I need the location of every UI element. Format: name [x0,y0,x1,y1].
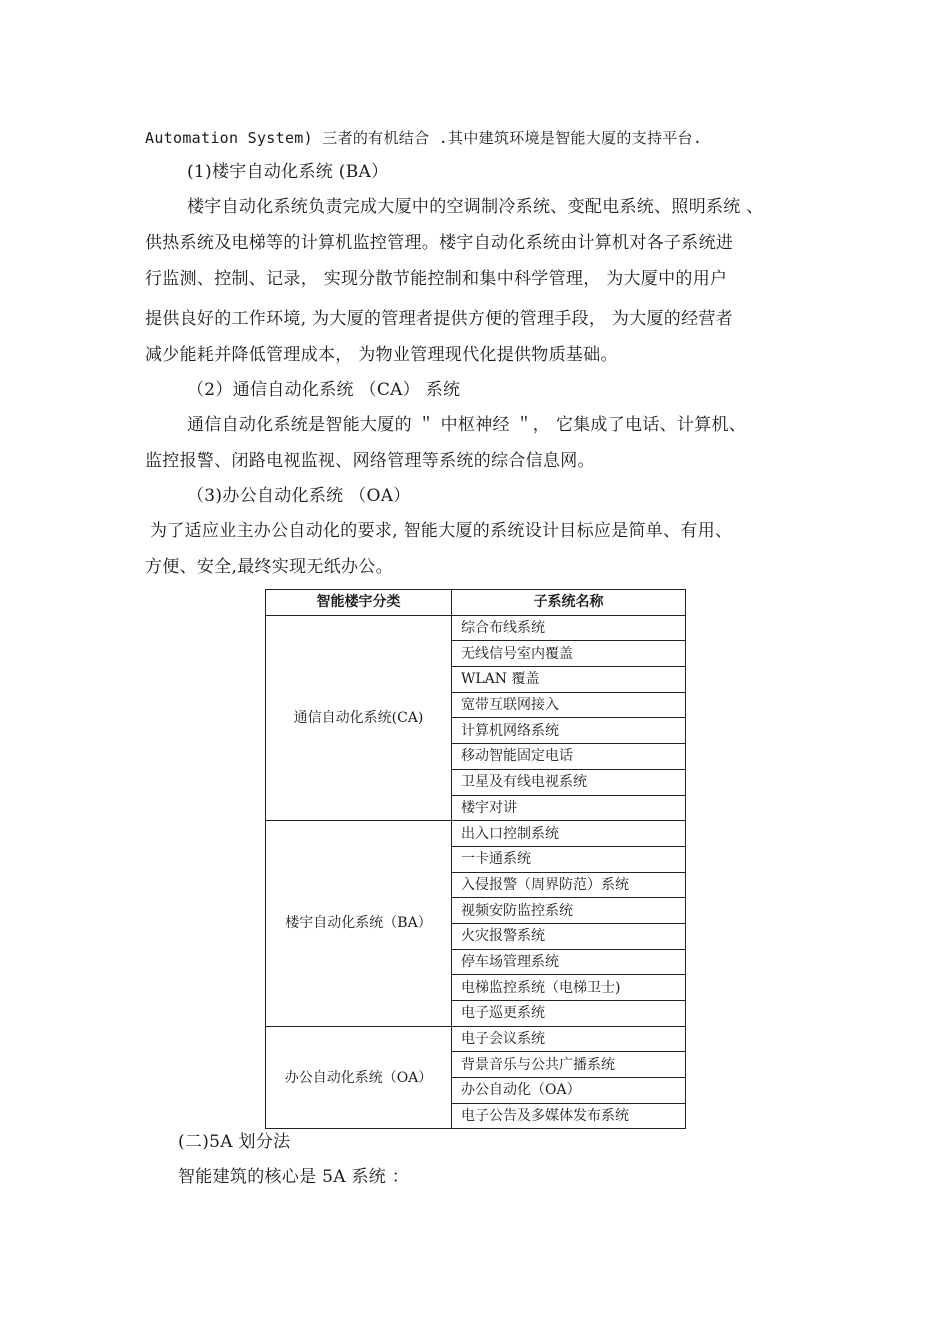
heading-ca: （2）通信自动化系统 （CA） 系统 [187,380,461,400]
subsystem-cell: 楼宇对讲 [452,795,686,821]
subsystem-cell: 计算机网络系统 [452,718,686,744]
ba-text-line-3: 行监测、控制、记录， 实现分散节能控制和集中科学管理， 为大厦中的用户 [145,269,728,289]
category-ba: 楼宇自动化系统（BA） [266,821,452,1027]
subsystem-cell: 火灾报警系统 [452,923,686,949]
header-category: 智能楼宇分类 [266,590,452,616]
ca-text-line-2: 监控报警、闭路电视监视、网络管理等系统的综合信息网。 [145,451,595,471]
table-row [266,821,686,847]
table-row [266,615,686,641]
header-subsystem: 子系统名称 [452,590,686,616]
ba-text-line-4: 提供良好的工作环境, 为大厦的管理者提供方便的管理手段， 为大厦的经营者 [145,309,734,329]
subsystem-cell: 出入口控制系统 [452,821,686,847]
paragraph-intro: Automation System) 三者的有机结合 .其中建筑环境是智能大厦的支持平台. [145,129,703,147]
ba-text-line-5: 减少能耗并降低管理成本， 为物业管理现代化提供物质基础。 [145,345,618,365]
subsystem-cell: 办公自动化（OA） [452,1078,686,1104]
heading-5a: (二)5A 划分法 [178,1132,291,1152]
category-ca: 通信自动化系统(CA) [266,615,452,821]
subsystem-cell: 停车场管理系统 [452,949,686,975]
ba-text-line-2: 供热系统及电梯等的计算机监控管理。楼宇自动化系统由计算机对各子系统进 [145,233,734,253]
heading-oa: （3)办公自动化系统 （OA） [187,486,411,506]
subsystem-cell: 视频安防监控系统 [452,898,686,924]
subsystem-cell: 电子巡更系统 [452,1001,686,1027]
subsystem-cell: 宽带互联网接入 [452,692,686,718]
subsystem-cell: 电子会议系统 [452,1026,686,1052]
subsystem-cell: 入侵报警（周界防范）系统 [452,872,686,898]
oa-text-line-1: 为了适应业主办公自动化的要求, 智能大厦的系统设计目标应是简单、有用、 [150,521,733,541]
ca-text-line-1: 通信自动化系统是智能大厦的 ＂ 中枢神经 ＂， 它集成了电话、计算机、 [187,415,747,435]
table-row [266,1026,686,1052]
oa-text-line-2: 方便、安全,最终实现无纸办公。 [145,557,393,577]
subsystem-table [265,589,686,1129]
subsystem-cell: 无线信号室内覆盖 [452,641,686,667]
subsystem-cell: 卫星及有线电视系统 [452,769,686,795]
subsystem-cell: 综合布线系统 [452,615,686,641]
subsystem-cell: WLAN 覆盖 [452,667,686,693]
subsystem-cell: 电子公告及多媒体发布系统 [452,1103,686,1129]
heading-ba: (1)楼宇自动化系统 (BA） [187,162,389,182]
subsystem-cell: 一卡通系统 [452,846,686,872]
paragraph-5a: 智能建筑的核心是 5A 系统 ： [178,1167,410,1187]
subsystem-cell: 电梯监控系统（电梯卫士) [452,975,686,1001]
subsystem-cell: 移动智能固定电话 [452,744,686,770]
subsystem-cell: 背景音乐与公共广播系统 [452,1052,686,1078]
table-header-row [266,590,686,616]
ba-text-line-1: 楼宇自动化系统负责完成大厦中的空调制冷系统、变配电系统、照明系统 、 [187,197,764,217]
category-oa: 办公自动化系统（OA） [266,1026,452,1129]
